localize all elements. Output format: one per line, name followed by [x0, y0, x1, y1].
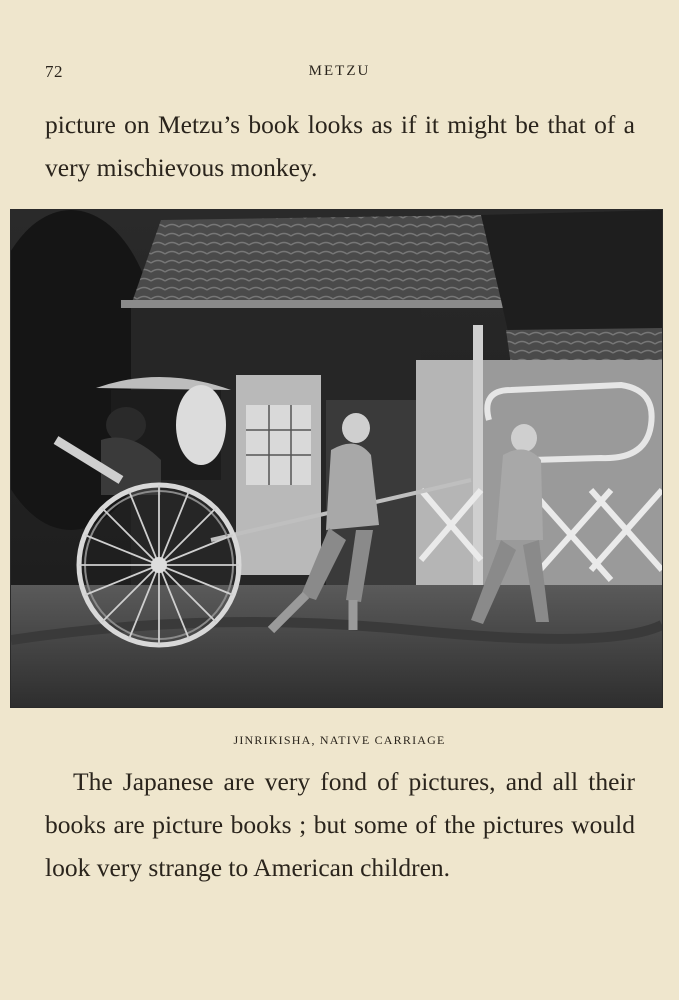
- running-head: METZU: [308, 63, 371, 79]
- paragraph-body: The Japanese are very fond of pictures, and all their books are picture books ; but some of the pictures would look very strange to American children.: [45, 767, 635, 882]
- photograph-jinrikisha: [11, 210, 662, 707]
- rickshaw-wheel: [79, 485, 239, 645]
- photo-illustration: [11, 210, 662, 707]
- figure-caption: JINRIKISHA, NATIVE CARRIAGE: [233, 733, 446, 747]
- page-number: 72: [45, 62, 63, 81]
- paragraph-continued: picture on Metzu’s book looks as if it might be that of a very mischievous monkey.: [45, 110, 635, 182]
